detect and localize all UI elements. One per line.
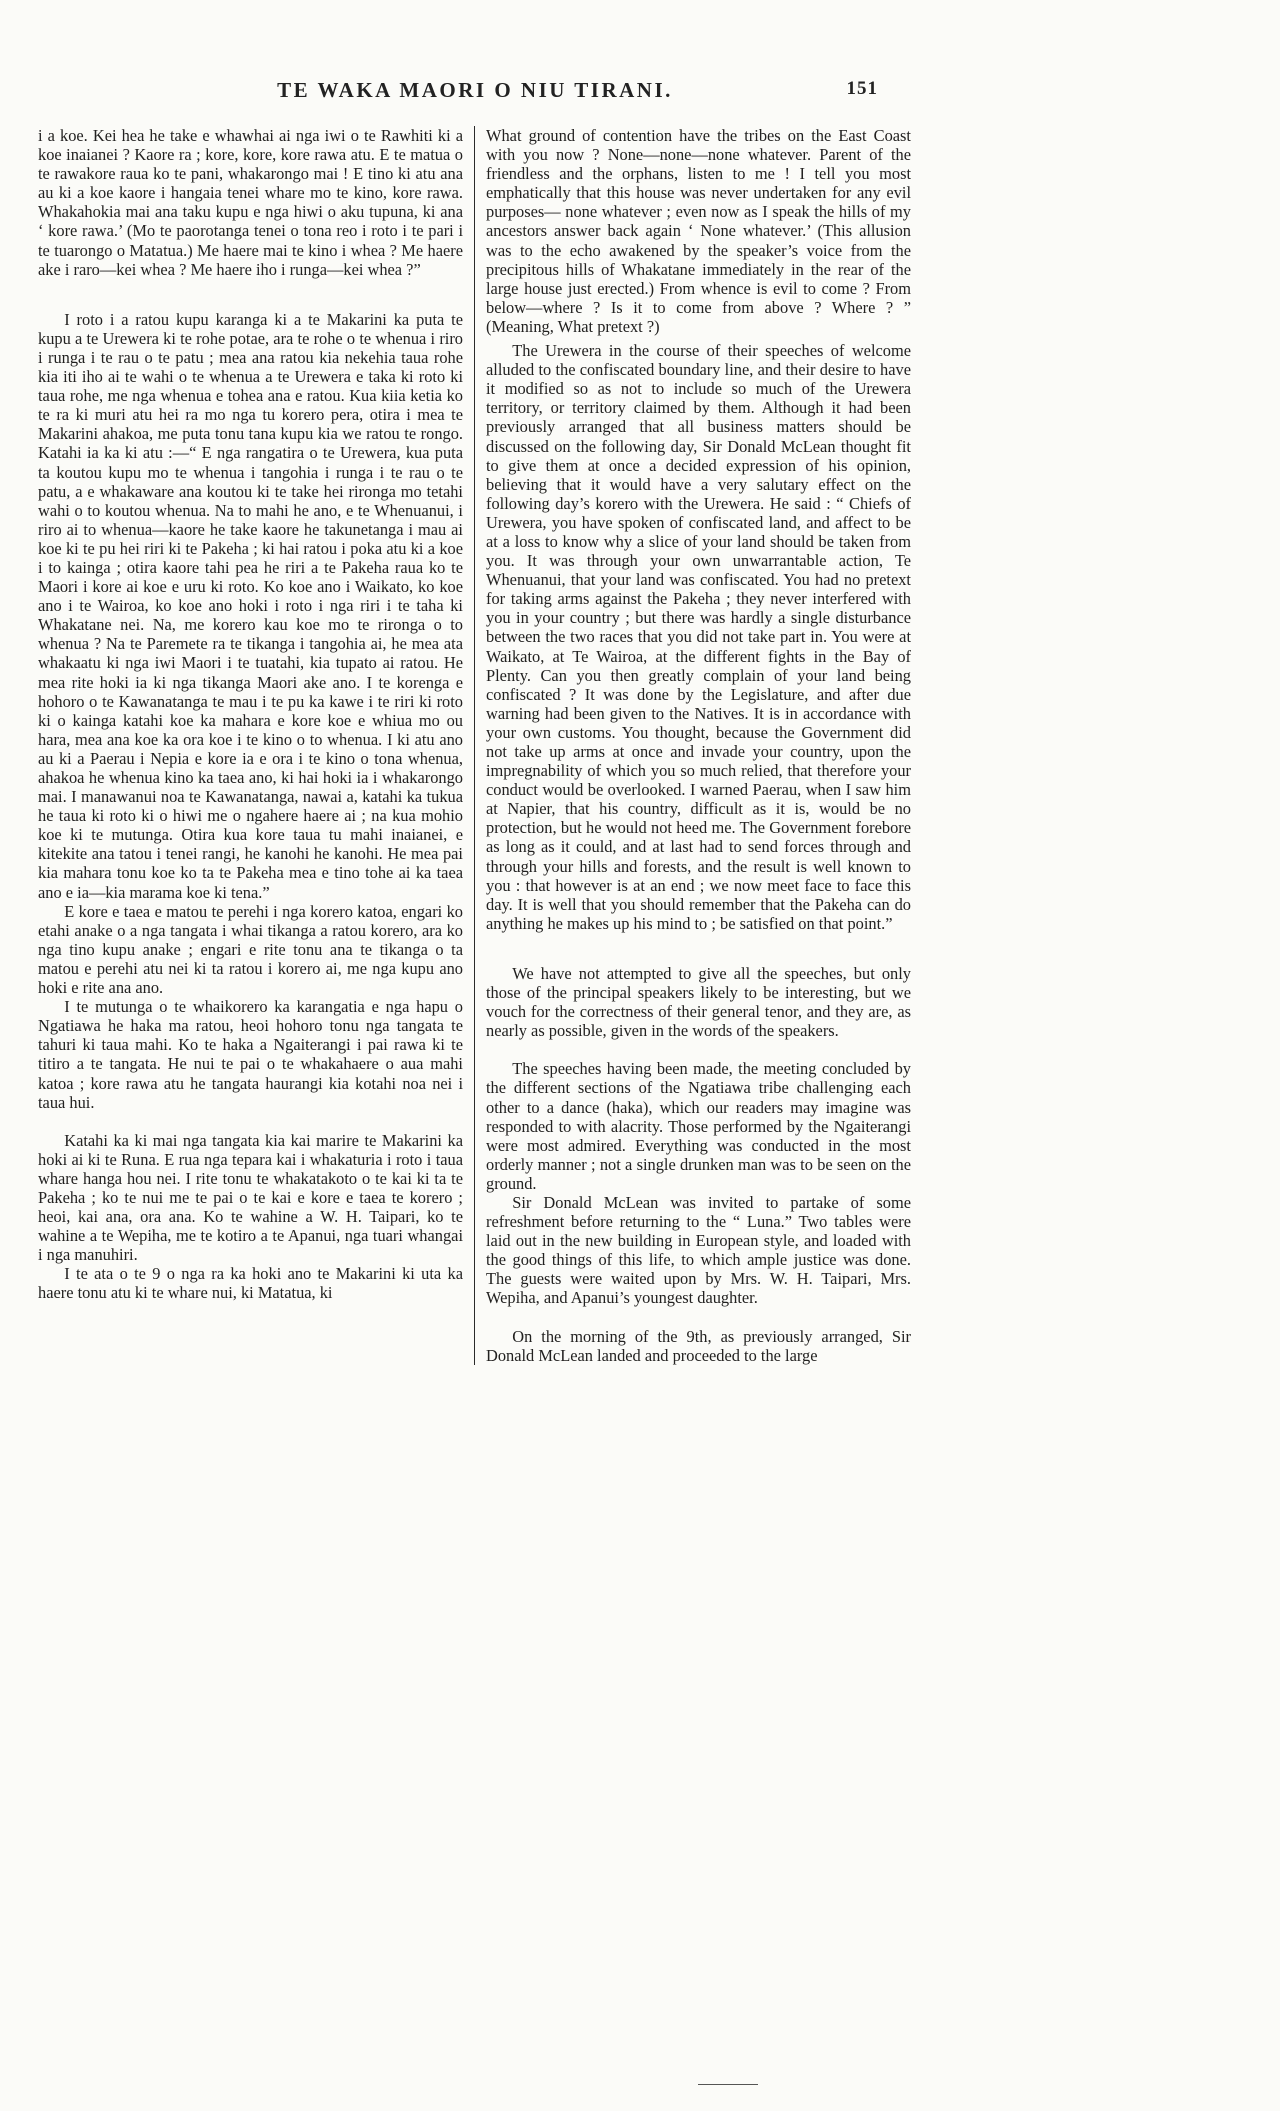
- right-paragraph-6: On the morning of the 9th, as previously arranged, Sir Donald McLean landed and proceeded to the large: [486, 1326, 911, 1365]
- page-title: TE WAKA MAORI O NIU TIRANI.: [277, 78, 673, 102]
- left-paragraph-4: I te mutunga o te whaikorero ka karangatia e nga hapu o Ngatiawa he haka ma ratou, heoi hohoro tonu nga tangata te tahuri ki taua mahi. Ko te haka a Ngaiterangi i pai rawa ki te titiro a te tangata. He nui te pai o te whakahaere o aua mahi katoa ; kore rawa atu he tangata haurangi kia kotahi noa nei i taua hui.: [38, 997, 463, 1112]
- bottom-rule: [698, 2084, 758, 2085]
- right-paragraph-5: Sir Donald McLean was invited to partake of some refreshment before returning to the “ Luna.” Two tables were laid out in the new building in European style, and loaded with the good things of this life, to which ample justice was done. The guests were waited upon by Mrs. W. H. Taipari, Mrs. Wepiha, and Apanui’s youngest daughter.: [486, 1192, 911, 1308]
- page-number: 151: [846, 78, 878, 99]
- left-column-maori: [38, 126, 474, 1365]
- right-paragraph-2: The Urewera in the course of their speeches of welcome alluded to the confiscated boundary line, and their desire to have it modified so as not to include so much of the Urewera territory, or territory claimed by them. Although it had been previously arranged that all business matters should be discussed on the following day, Sir Donald McLean thought fit to give them at once a decided expression of his opinion, believing that it would have a very salutary effect on the following day’s korero with the Urewera. He said : “ Chiefs of Urewera, you have spoken of confiscated land, and affect to be at a loss to know why a slice of your land should be taken from you. It was through your own unwarrantable action, Te Whenuanui, that your land was confiscated. You had no pretext for taking arms against the Pakeha ; they never interfered with you in your country ; but there was hardly a single disturbance between the two races that you did not take part in. You were at Waikato, at Te Wairoa, at the different fights in the Bay of Plenty. Can you then greatly complain of your land being confiscated ? It was done by the Legislature, and after due warning had been given to the Natives. It is in accordance with your own customs. You thought, because the Government did not take up arms at once and invade your country, upon the impregnability of which you so much relied, that therefore your conduct would be overlooked. I warned Paerau, when I saw him at Napier, that his country, difficult as it is, would be no protection, but he would not heed me. The Government forebore as long as it could, and at last had to send forces through and through your hills and forests, and the result is well known to you : that however is at an end ; we now meet face to face this day. It is well that you should remember that the Pakeha can do anything he makes up his mind to ; be satisfied on that point.”: [486, 341, 911, 933]
- right-paragraph-1: What ground of contention have the tribes on the East Coast with you now ? None—none—none whatever. Parent of the friendless and the orphans, listen to me ! I tell you most emphatically that this house was never undertaken for any evil purposes— none whatever ; even now as I speak the hills of my ancestors answer back again ‘ None whatever.’ (This allusion was to the echo awakened by the speaker’s voice from the precipitous hills of Whakatane immediately in the rear of the large house just erected.) From whence is evil to come ? From below—where ? Is it to come from above ? Where ? ” (Meaning, What pretext ?): [486, 126, 911, 336]
- right-paragraph-3: We have not attempted to give all the speeches, but only those of the principal speakers likely to be interesting, but we vouch for the correctness of their general tenor, and they are, as nearly as possible, given in the words of the speakers.: [486, 963, 911, 1041]
- left-paragraph-2: I roto i a ratou kupu karanga ki a te Makarini ka puta te kupu a te Urewera ki te rohe potae, ara te rohe o te whenua i riro i runga i te rau o te patu ; mea ana ratou kia nekehia taua rohe kia iti iho ai te wahi o te whenua a te Urewera e taka ki roto ki taua rohe, me nga whenua e tohea ana e ratou. Kua kiia ketia ko te ra ki muri atu hei ra mo nga tu korero pera, otira i mea te Makarini ahakoa, me puta tonu tana kupu kia we ratou te rongo. Katahi ia ka ki atu :—“ E nga rangatira o te Urewera, kua puta ta koutou kupu mo te whenua i tangohia i runga i te rau o te patu, a e whakaware ana koutou ki te take hei rironga mo tetahi wahi o to koutou whenua. Na to mahi he ano, e te Whenuanui, i riro ai to whenua—kaore he take kaore he takunetanga i mau ai koe ki te pu hei riri ki te Pakeha ; ki hai ratou i poka atu ki a koe i to kainga ; otira kaore tahi pea he riri a te Pakeha raua ko te Maori i kore ai koe e uru ki roto. Ko koe ano i Waikato, ko koe ano i te Wairoa, ko koe ano hoki i roto i nga riri i te taha ki Whakatane nei. Na, me korero kau koe mo te rironga o to whenua ? Na te Paremete ra te tikanga i tangohia ai, he mea ata whakaatu ki nga iwi Maori i te tuatahi, kia tupato ai ratou. He mea rite hoki ia ki nga tikanga Maori ake ano. I te korenga e hohoro o te Kawanatanga te mau i te pu ka kawe i te riri ki roto ki o kainga katahi koe ka mahara e kore koe e whiua mo ou hara, mea ana koe ka ora koe i te kino o to whenua. I ki atu ano au ki a Paerau i Nepia e kore ia e ora i te kino o tona whenua, ahakoa he whenua kino ka taea ano, ki hai hoki ia i whakarongo mai. I manawanui noa te Kawanatanga, nawai a, katahi ka tukua he taua ki roto ki o hiwi me o ngahere haere ai ; na kua mohio koe ki te mutunga. Otira kua kore taua tu mahi inaianei, e kitekite ana tatou i tenei rangi, he kanohi he kanohi. He mea pai kia mahara tonu koe ko ta te Pakeha mea e tino tohe ai ka taea ano e ia—kia marama koe ki tena.”: [38, 309, 463, 902]
- masthead: [38, 78, 912, 103]
- left-paragraph-1: i a koe. Kei hea he take e whawhai ai nga iwi o te Rawhiti ki a koe inaianei ? Kaore ra ; kore, kore, kore rawa atu. E te matua o te rawakore raua ko te pani, whakarongo mai ! E tino ki atu ana au ki a koe kaore i hangaia tenei whare mo te kino, kore rawa. Whakahokia mai ana taku kupu e nga hiwi o aku tupuna, ki ana ‘ kore rawa.’ (Mo te paorotanga tenei o tona reo i roto i te pari i te tuarongo o Matatua.) Me haere mai te kino i whea ? Me haere ake i raro—kei whea ? Me haere iho i runga—kei whea ?”: [38, 126, 463, 279]
- left-paragraph-5: Katahi ka ki mai nga tangata kia kai marire te Makarini ka hoki ai ki te Runa. E rua nga tepara kai i whakaturia i roto i taua whare hanga hou nei. I rite tonu te whakatakoto o te kai ki ta te Pakeha ; ko te nui me te pai o te kai e kore e taea te korero ; heoi, kai ana, ora ana. Ko te wahine a W. H. Taipari, ko te wahine a te Wepiha, me te kotiro a te Apanui, nga tuari whangai i nga manuhiri.: [38, 1130, 463, 1265]
- right-paragraph-4: The speeches having been made, the meeting concluded by the different sections of the Ngatiawa tribe challenging each other to a dance (haka), which our readers may imagine was responded to with alacrity. Those performed by the Ngaiterangi were most admired. Everything was conducted in the most orderly manner ; not a single drunken man was to be seen on the ground.: [486, 1059, 911, 1193]
- text-columns: [38, 126, 912, 1365]
- left-paragraph-3: E kore e taea e matou te perehi i nga korero katoa, engari ko etahi anake o a nga tangata i whai tikanga a ratou korero, ara ko nga tino kupu anake ; engari e rite tonu ana te tikanga o ta matou e perehi atu nei ki ta ratou i korero ai, me nga kupu ano hoki e rite ana ano.: [38, 901, 463, 998]
- right-column-english: [475, 126, 911, 1365]
- left-paragraph-6: I te ata o te 9 o nga ra ka hoki ano te Makarini ki uta ka haere tonu atu ki te whare nui, ki Matatua, ki: [38, 1264, 463, 1303]
